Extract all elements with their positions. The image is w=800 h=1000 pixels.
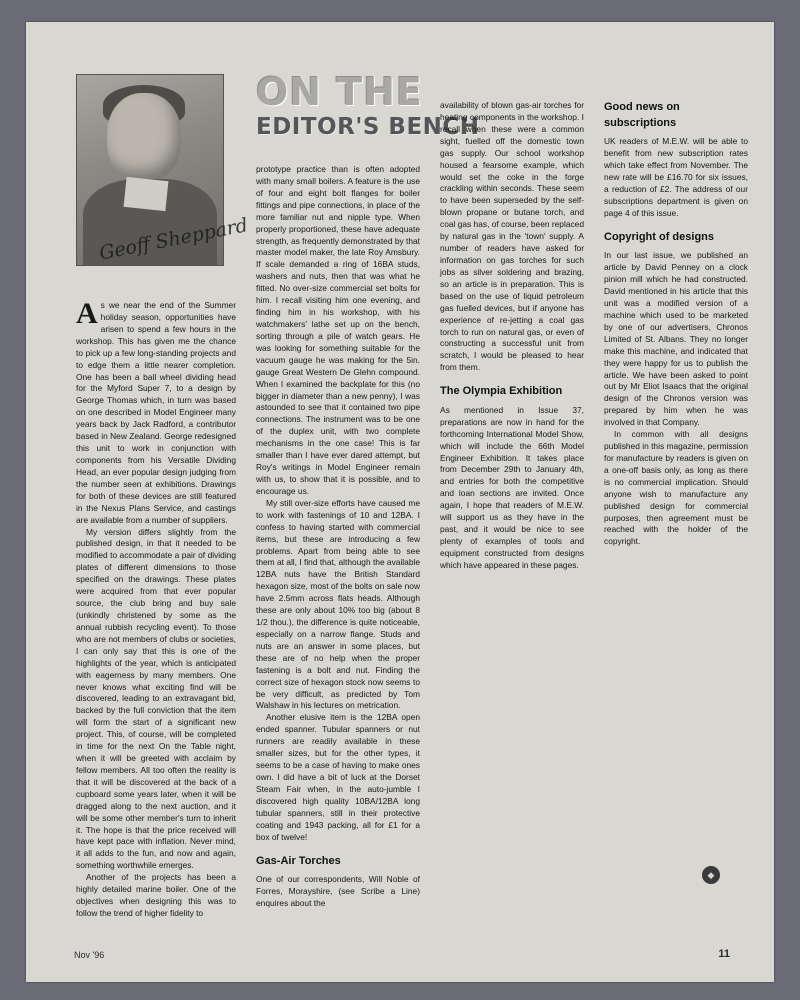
paragraph-text: s we near the end of the Summer holiday season, opportunities have arisen to spend a few hours in the workshop. This has given me the chance to pick up a few long-standing projects and to edge them a little nearer completion. One has been a ball wheel dividing head for the Myford Super 7, to a design by George Thomas which, in turn was based on one described in Model Engineer many years back by Jack Radford, a contributor based in New Zealand. George redesigned this unit to work in conjunction with components from his Versatile Dividing Head, an ever popular design judging from the number seen at exhibitions. Drawings for both of these devices are still featured in the Nexus Plans Service, and castings are available from a number of suppliers.: [76, 300, 236, 525]
footer-issue-date: Nov '96: [74, 950, 105, 960]
paragraph: prototype practice than is often adopted with many small boilers. A feature is the use of four and eight bolt flanges for boiler fittings and pipe connections, in place of the more familiar nut and nipple type. When properly proportioned, these have adequate strength, as frequently demonstrated by that master model maker, the late Roy Amsbury. If scale demanded a ring of 16BA studs, washers and nuts, then that was what he fitted. No over-size commercial set bolts for him. I recall visiting him one evening, and finding him in his workshop, with his watchmakers' lathe set up on the bench, sorting through a pile of watch gears. He was looking for something suitable for the vacuum gauge he was making for the 5in. gauge Great Western De Glehn compound. When I examined the backplate for this (no bigger in diameter than a new penny), I was astounded to see that it contained two pipe connections. The instrument was to be one of the duplex unit, with two complete mechanisms in the one case! This is far smaller than I have ever dared attempt, but Roy's writings in Model Engineer remain with us, to show that it is possible, and to encourage us.: [256, 164, 420, 496]
portrait-collar: [124, 177, 169, 211]
section-heading-olympia-exhibition: The Olympia Exhibition: [440, 385, 563, 398]
section-heading-gas-air-torches: Gas-Air Torches: [256, 854, 341, 867]
paragraph: Another of the projects has been a highly detailed marine boiler. One of the objectives when designing this was to follow the trend of higher fidelity to: [76, 872, 236, 919]
drop-cap: A: [76, 297, 98, 330]
paragraph: One of our correspondents, Will Noble of Forres, Morayshire, (see Scribe a Line) enquires about the: [256, 874, 420, 908]
magazine-page: [26, 22, 774, 982]
portrait-face: [107, 93, 181, 181]
masthead-line-1: ON THE: [256, 70, 424, 114]
editor-signature: Geoff Sheppard: [97, 214, 250, 265]
paragraph: In our last issue, we published an article by David Penney on a clock pinion mill which he had constructed. David mentioned in his article that this unit was a modified version of a machine which used to be marketed by one of our advertisers, Chronos Limited of St. Albans. They no longer make this machine, and indicated that they were happy for us to publish the article. We have been asked to point out by Mr Eliot Isaacs that the original design of the Chronos version was prepared by him when he was involved in that Company.: [604, 250, 748, 428]
paragraph: availability of blown gas-air torches for heating components in the workshop. I recall when these were a common sight, fuelled off the domestic town gas supply. Our school workshop housed a fearsome example, which would set the coke in the forge crackling within seconds. These seem to have been superseded by the self-blown propane or butane torch, and coal gas has, of course, been replaced by natural gas in the 'town' supply. A number of readers have asked for information on gas torches for such jobs as silver soldering and brazing, so an article is in preparation. This is based on the use of liquid petroleum gas fuelled devices, but if anyone has experience of re-jetting a coal gas torch to run on natural gas, or even of constructing a successful unit from scratch, I would be pleased to hear from them.: [440, 100, 584, 373]
end-mark-icon: ◆: [702, 866, 720, 884]
section-heading-subscriptions: Good news on subscriptions: [604, 101, 680, 129]
paragraph: My version differs slightly from the published design, in that it needed to be modified to accommodate a pair of dividing plates of different dimensions to those specified on the drawings. These plates were acquired from that ever popular source, the club bring and buy sale (unkindly christened by some as the annual rubbish recycling event). To those who are not members of clubs or societies, I can only say that this is one of the highlights of the year, which is anticipated with eagerness by many members. One never knows what exciting find will be discovered, leading to an extravagant bid, backed by the full conviction that the item will form the start of a significant new project. This, of course, will be completed in time for the next On the Table night, when it will be greeted with acclaim by fellow members. All too often the reality is that it will be discovered at the back of a cupboard some years later, when it will be dragged along to the next auction, and it will be some other member's turn to inherit it. The hope is that the price received will have kept pace with inflation. Never mind, it all adds to the fun, and now and again, something worthwhile emerges.: [76, 526, 236, 871]
article-column-3: [440, 100, 748, 572]
footer-page-number: 11: [718, 948, 730, 960]
paragraph: [76, 297, 236, 527]
paragraph: As mentioned in Issue 37, preparations are now in hand for the forthcoming International Model Show, which will include the 66th Model Engineer Exhibition. It takes place from December 29th to January 4th, and entries for both the competitive and loan sections are invited. Once again, I hope that readers of M.E.W. will support us as they have in the past, and it would be nice to see plenty of examples of tools and equipment constructed from designs which have appeared in these pages.: [440, 404, 584, 570]
page-content-area: [50, 52, 750, 936]
paragraph: UK readers of M.E.W. will be able to benefit from new subscription rates which take effect from November. The new rate will be £16.70 for six issues, a reduction of £2. The address of our subscriptions department is given on page 4 of this issue.: [604, 136, 748, 218]
paragraph: In common with all designs published in this magazine, permission for manufacture by readers is given on a one-off basis only, as long as there is no commercial implication. Should anyone wish to manufacture any published design for commercial purposes, then agreement must be reached with the holder of the copyright.: [604, 429, 748, 547]
section-heading-copyright-of-designs: Copyright of designs: [604, 230, 714, 243]
article-column-1: [76, 297, 236, 920]
article-column-2: [256, 164, 420, 910]
masthead-line-2: EDITOR'S BENCH: [256, 114, 480, 141]
paragraph: Another elusive item is the 12BA open ended spanner. Tubular spanners or nut runners are readily available in these smaller sizes, but for the other types, it seems to be a case of having to make ones own. I did have a bit of luck at the Dorset Steam Fair when, in the auto-jumble I discovered high quality 10BA/12BA long tubular spanners, still in their protective coating and 1943 packing, all for £1 for a box of twelve!: [256, 712, 420, 842]
paragraph: My still over-size efforts have caused me to work with fastenings of 10 and 12BA. I confess to having started with commercial items, but these are introducing a few problems. Apart from being able to see them at all, I find that, although the available 12BA nuts have the British Standard hexagon size, most of the bolts on sale now have 2.5mm across flats heads. Although these are only about 10% too big (about 8 1/2 thou.), the difference is quite noticeable, especially on a narrow flange. Studs and nuts are an answer in some places, but these are of no help when the proper fastening is a bolt and nut. Finding the correct size of hexagon stock now seems to be very difficult, as predicted by Tom Walshaw in his lectures on metrication.: [256, 497, 420, 711]
